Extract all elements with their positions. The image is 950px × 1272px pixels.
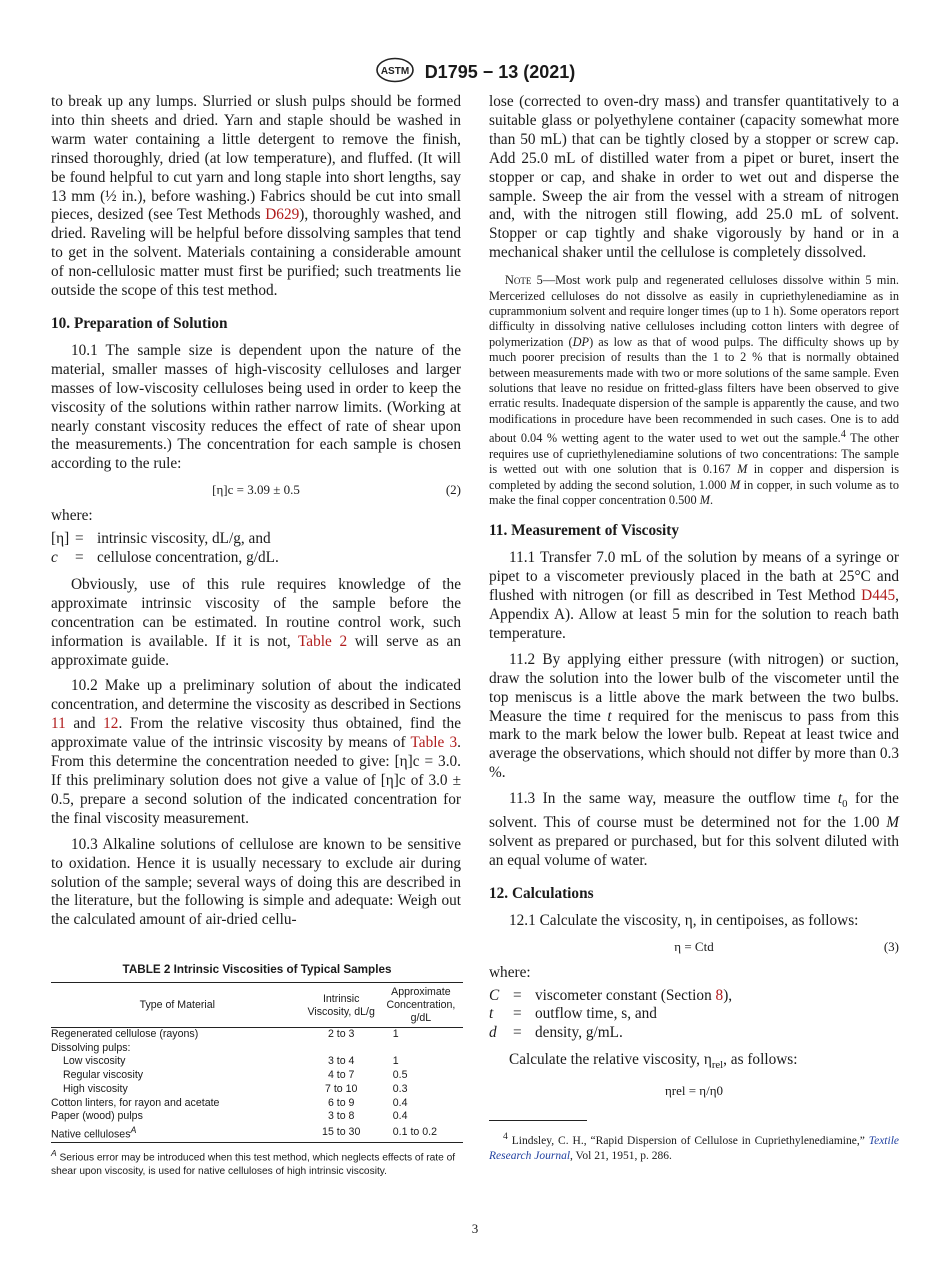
footnote-4: $^4$ Lindsley, C. H., “Rapid Dispersion of Cellulose in Cupriethylenediamine,” Textile Research Journal, Vol 21, 1951, p. 286. — [489, 1131, 899, 1163]
concentration-cell: 1 — [392, 1028, 399, 1040]
column-header: Type of Material — [139, 999, 215, 1011]
concentration-cell — [379, 1042, 463, 1056]
concentration-cell: 0.1 to 0.2 — [392, 1126, 437, 1139]
table-row — [51, 1110, 463, 1124]
paragraph-10-3: 10.3 Alkaline solutions of cellulose are known to be sensitive to oxidation. Hence it is usually necessary to exclude air during solution of the sample; several ways of doing this are described in the literature, but the following is simple and adequate: Weigh out the calculated amount of air-dried cellu- — [51, 835, 461, 929]
where-label: where: — [51, 507, 93, 525]
column-header: Intrinsic Viscosity, dL/g — [307, 992, 375, 1018]
material-cell: Cotton linters, for rayon and acetate — [51, 1096, 220, 1109]
viscosity-cell: 6 to 9 — [327, 1096, 355, 1109]
table-row — [51, 1069, 463, 1083]
paragraph-obviously: Obviously, use of this rule requires knowledge of the approximate intrinsic viscosity of the sample before the concentration can be estimated. In routine control work, such information is available. If it is not, Table 2 will serve as an approximate guide. — [51, 575, 461, 669]
equation-2-number: (2) — [445, 482, 461, 498]
equation-3-number: (3) — [883, 938, 899, 954]
paragraph-11-3: 11.3 In the same way, measure the outflow time $t_0$ for the solvent. This of course must be determined not for the 1.00 M solvent as prepared or purchased, but for this solvent diluted with an equal volume of water. — [489, 790, 899, 869]
section-heading-12: 12. Calculations — [489, 884, 594, 902]
page-number: 3 — [471, 1221, 479, 1236]
table-header-row — [51, 983, 463, 1028]
definition-item: c = cellulose concentration, g/dL. — [51, 549, 279, 567]
ref-link-d445[interactable]: D445 — [861, 587, 896, 605]
table-footnote: $^A$ Serious error may be introduced when this test method, which neglects effects of rate of shear upon viscosity, is used for native celluloses of high intrinsic viscosity. — [51, 1148, 456, 1177]
viscosity-cell: 4 to 7 — [327, 1069, 355, 1082]
document-designation: D1795 − 13 (2021) — [424, 62, 576, 82]
note-5: Note 5—Most work pulp and regenerated celluloses dissolve within 5 min. Mercerized celluloses do not dissolve as easily in cupriethylenediamine as in cuprammonium solvent and require longer times (up to 1 h). Some operators report difficulty in dissolving native celluloses including cotton linters with degree of polymerization (DP) as low as that of wood pulps. The difficulty shows up by much poorer precision of results than the 1 to 2 % that is normally obtained between measurements made with two or more solutions of the same sample. Even solutions that leave no residue on fritted-glass filters have been observed to give erratic results. Inadequate dispersion of the sample is apparently the cause, and two modifications in procedure have been recommended in such cases. One is to add about 0.04 % wetting agent to the water used to wet out the sample.$^4$ The other requires use of cupriethylenediamine solutions of two concentrations: The sample is wetted out with one solution that is 0.167 M in copper and dispersion is completed by adding the second solution, 1.000 M in copper, in such volume as to make the final copper concentration 0.500 M. — [489, 273, 900, 507]
footnote-divider — [489, 1120, 587, 1121]
table-row — [51, 1042, 463, 1056]
concentration-cell: 1 — [392, 1055, 399, 1068]
material-cell: Paper (wood) pulps — [51, 1110, 143, 1123]
where-label: where: — [489, 963, 531, 981]
equation-rel — [489, 1082, 899, 1102]
paragraph-relative-viscosity: Calculate the relative viscosity, $\eta_{rel}$, as follows: — [509, 1051, 798, 1072]
svg-text:ASTM: ASTM — [380, 66, 409, 77]
material-cell: Regenerated cellulose (rayons) — [51, 1028, 199, 1040]
material-cell: High viscosity — [63, 1082, 128, 1095]
definition-item: d = density, g/mL. — [489, 1024, 623, 1042]
viscosity-cell — [304, 1042, 379, 1056]
viscosity-cell: 7 to 10 — [324, 1082, 358, 1095]
paragraph-12-1: 12.1 Calculate the viscosity, η, in centipoises, as follows: — [509, 911, 859, 929]
table-row — [51, 1083, 463, 1097]
ref-link-section-12[interactable]: 12 — [103, 715, 119, 733]
viscosity-cell: 2 to 3 — [327, 1028, 355, 1040]
table-row — [51, 1097, 463, 1111]
material-cell: Dissolving pulps: — [51, 1041, 131, 1054]
paragraph-11-1: 11.1 Transfer 7.0 mL of the solution by means of a syringe or pipet to a viscometer previously placed in the bath at 25°C and flushed with nitrogen (or fill as described in Test Method D445, Appendix A). Allow at least 5 min for the solution to reach bath temperature. — [489, 549, 899, 642]
journal-link[interactable]: Textile Research Journal — [489, 1135, 899, 1163]
viscosity-cell: 3 to 8 — [327, 1110, 355, 1123]
material-cell: Regular viscosity — [63, 1069, 144, 1082]
definition-list — [489, 987, 899, 1044]
table-row — [51, 1055, 463, 1069]
table-title: TABLE 2 Intrinsic Viscosities of Typical Samples — [122, 963, 392, 976]
paragraph: lose (corrected to oven-dry mass) and transfer quantitatively to a suitable glass or polyethylene container (capacity somewhat more than 50 mL) that can be tightly closed by a stopper or screw cap. Add 25.0 mL of distilled water from a pipet or buret, insert the stopper or cap, and shake in order to wet out and disperse the sample. Sweep the air from the vessel with a stream of nitrogen and, with the nitrogen still flowing, add 25.0 mL of solvent. Stopper or cap tightly and shake vigorously by hand or in a mechanical shaker until the cellulose is completely dissolved. — [489, 93, 899, 262]
equation-rel-body: ηrel = η/η0 — [664, 1083, 724, 1099]
left-column — [51, 93, 461, 937]
concentration-cell: 0.4 — [392, 1096, 408, 1109]
ref-link-section-8[interactable]: 8 — [715, 986, 724, 1004]
paragraph-10-2: 10.2 Make up a preliminary solution of about the indicated concentration, and determine the viscosity as described in Sections 11 and 12. From the relative viscosity thus obtained, find the approximate value of the intrinsic viscosity by means of Table 3. From this determine the concentration needed to give: [η]c = 3.0. If this preliminary solution does not give a value of [η]c of 3.0 ± 0.5, prepare a second solution of the indicated concentration for the final viscosity measurement. — [51, 677, 461, 827]
astm-logo-icon — [375, 57, 415, 88]
right-column — [489, 93, 899, 1164]
section-heading-10: 10. Preparation of Solution — [51, 314, 228, 332]
material-cell: Native celluloses$^A$ — [51, 1124, 137, 1141]
paragraph-11-2: 11.2 By applying either pressure (with nitrogen) or suction, draw the solution into the lower bulb of the viscometer until the top meniscus is a little above the mark between the two bulbs. Measure the time t required for the meniscus to pass from this mark to the mark below the lower bulb. Repeat at least twice and average the observations, which should not differ by more than 0.3 %. — [489, 650, 899, 782]
table-row — [51, 1124, 463, 1143]
table-row — [51, 1028, 463, 1042]
footnote-ref-4[interactable]: 4 — [840, 429, 846, 441]
table-2-grid — [51, 982, 463, 1143]
material-cell: Low viscosity — [63, 1055, 126, 1068]
paragraph: to break up any lumps. Slurried or slush pulps should be formed into thin sheets and dried. Yarn and staple should be washed in warm water containing a little detergent to remove the finish, rinsed thoroughly, dried (at low temperature), and fluffed. (It will be found helpful to cut yarn and long staple into short lengths, say 13 mm (½ in.), before washing.) Fabrics should be cut into small pieces, desized (see Test Methods D629), thoroughly washed, and dried. Raveling will be helpful before dissolving samples that tend to get in the solvent. Materials containing a considerable amount of non-cellulosic matter must first be purified; such treatments lie outside the scope of this test method. — [51, 93, 461, 300]
section-heading-11: 11. Measurement of Viscosity — [489, 522, 680, 540]
equation-3 — [489, 938, 899, 958]
definition-item: C = viscometer constant (Section 8), — [489, 986, 733, 1004]
page-header — [0, 57, 950, 88]
definition-list — [51, 530, 461, 568]
ref-link-d629[interactable]: D629 — [265, 206, 300, 224]
concentration-cell: 0.4 — [392, 1110, 408, 1123]
definition-item: t = outflow time, s, and — [489, 1005, 657, 1023]
definition-item: [η] = intrinsic viscosity, dL/g, and — [51, 530, 271, 548]
equation-2-body: [η]c = 3.09 ± 0.5 — [212, 482, 300, 498]
ref-link-section-11[interactable]: 11 — [51, 715, 66, 733]
concentration-cell: 0.5 — [392, 1069, 408, 1082]
paragraph-10-1: 10.1 The sample size is dependent upon the nature of the material, smaller masses of high-viscosity celluloses and larger masses of low-viscosity celluloses being used in order to keep the viscosity of the solutions within rather narrow limits. (Working at nearly constant viscosity reduces the effect of rate of shear upon the measurements.) The concentration for each sample is chosen according to the rule: — [51, 341, 461, 473]
viscosity-cell: 15 to 30 — [322, 1126, 361, 1139]
table-2 — [51, 963, 463, 1178]
equation-3-body: η = Ctd — [674, 938, 714, 954]
equation-2 — [51, 481, 461, 501]
ref-link-table-2[interactable]: Table 2 — [298, 632, 348, 650]
column-header: Approximate Concentration, g/dL — [386, 986, 456, 1024]
viscosity-cell: 3 to 4 — [327, 1055, 355, 1068]
concentration-cell: 0.3 — [392, 1082, 408, 1095]
ref-link-table-3[interactable]: Table 3 — [410, 734, 458, 752]
